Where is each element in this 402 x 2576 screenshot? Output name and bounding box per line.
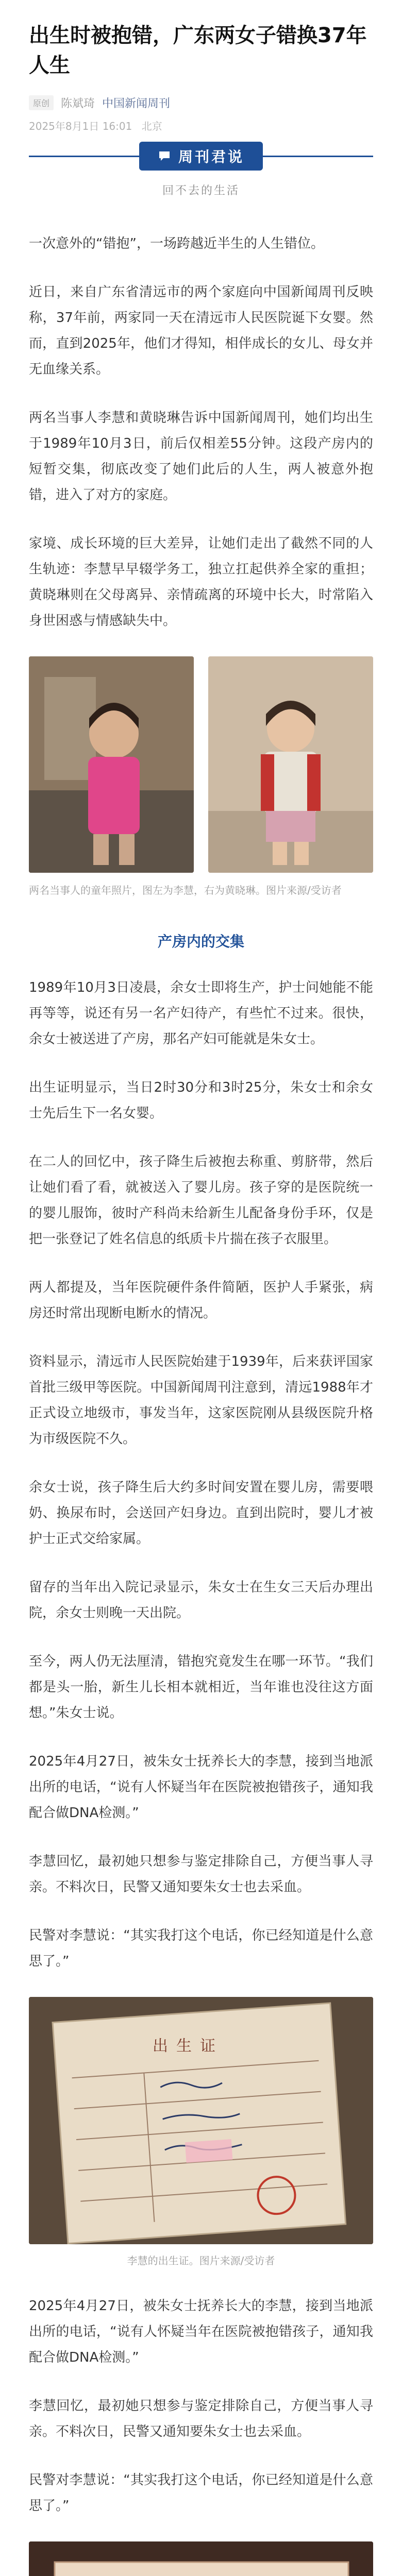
article-datetime: 2025年8月1日 16:01 xyxy=(29,120,132,132)
photo-li-hui xyxy=(29,656,194,873)
section-title: 产房内的交集 xyxy=(157,933,244,950)
article-title: 出生时被抱错，广东两女子错换37年人生 xyxy=(29,24,367,77)
birth-certificate-li-hui xyxy=(29,1997,373,2244)
original-badge: 原创 xyxy=(29,95,54,110)
paragraph: 出生证明显示，当日2时30分和3时25分，朱女士和余女士先后生下一名女婴。 xyxy=(29,1080,373,1121)
paragraph: 2025年4月27日，被朱女士抚养长大的李慧，接到当地派出所的电话，“说有人怀疑当年在医院被抱错孩子，通知我配合做DNA检测。” xyxy=(29,1754,373,1821)
account-link[interactable]: 中国新闻周刊 xyxy=(102,97,171,110)
speech-bubble-icon xyxy=(158,149,171,163)
child-photo-right-image xyxy=(208,656,373,873)
paragraph: 李慧回忆，最初她只想参与鉴定排除自己，方便当事人寻亲。不料次日，民警又通知要朱女士也去采血。 xyxy=(29,2398,373,2439)
photo-huang-xiaolin xyxy=(208,656,373,873)
photo-caption: 两名当事人的童年照片，图左为李慧，右为黄晓琳。图片来源/受访者 xyxy=(29,884,342,896)
paragraph: 留存的当年出入院记录显示，朱女士在生女三天后办理出院，余女士则晚一天出院。 xyxy=(29,1580,373,1621)
paragraph: 2025年4月27日，被朱女士抚养长大的李慧，接到当地派出所的电话，“说有人怀疑当年在医院被抱错孩子，通知我配合做DNA检测。” xyxy=(29,2298,373,2365)
brand-name: 周刊君说 xyxy=(178,148,244,165)
brand-tagline: 回不去的生活 xyxy=(162,184,240,197)
article-location: 北京 xyxy=(141,120,162,132)
paragraph: 一次意外的“错抱”，一场跨越近半生的人生错位。 xyxy=(29,236,324,251)
paragraph: 近日，来自广东省清远市的两个家庭向中国新闻周刊反映称，37年前，两家同一天在清远市人民医院诞下女婴。然而，直到2025年，他们才得知，相伴成长的女儿、母女并无血缘关系。 xyxy=(29,284,373,377)
article-datetime-row xyxy=(29,118,373,133)
certificate-caption: 李慧的出生证。图片来源/受访者 xyxy=(127,2255,275,2267)
child-photo-left-image xyxy=(29,656,194,873)
paragraph: 民警对李慧说：“其实我打这个电话，你已经知道是什么意思了。” xyxy=(29,1928,373,1969)
paragraph: 在二人的回忆中，孩子降生后被抱去称重、剪脐带，然后让她们看了看，就被送入了婴儿房。孩子穿的是医院统一的婴儿服饰，彼时产科尚未给新生儿配备身份手环，仅是把一张登记了姓名信息的纸质卡片揣在孩子衣服里。 xyxy=(29,1154,373,1247)
childhood-photos xyxy=(29,656,373,873)
paragraph: 1989年10月3日凌晨，余女士即将生产，护士问她能不能再等等，说还有另一名产妇待产，有些忙不过来。很快，余女士被送进了产房，那名产妇可能就是朱女士。 xyxy=(29,980,373,1047)
article-meta xyxy=(29,95,373,111)
certificate-heading: 出生证 xyxy=(153,2037,224,2055)
paragraph: 李慧回忆，最初她只想参与鉴定排除自己，方便当事人寻亲。不料次日，民警又通知要朱女士也去采血。 xyxy=(29,1854,373,1895)
birth-certificate-huang-xiaolin xyxy=(29,2541,373,2576)
paragraph: 两人都提及，当年医院硬件条件简陋，医护人手紧张，病房还时常出现断电断水的情况。 xyxy=(29,1280,373,1321)
paragraph: 资料显示，清远市人民医院始建于1939年，后来获评国家首批三级甲等医院。中国新闻周刊注意到，清远1988年才正式设立地级市，事发当年，这家医院刚从县级医院升格为市级医院不久。 xyxy=(29,1354,373,1447)
paragraph: 两名当事人李慧和黄晓琳告诉中国新闻周刊，她们均出生于1989年10月3日，前后仅相差55分钟。这段产房内的短暂交集，彻底改变了她们此后的人生，两人被意外抱错，进入了对方的家庭。 xyxy=(29,410,373,503)
brand-header xyxy=(29,148,373,198)
article-author: 陈斌琦 xyxy=(61,97,95,110)
birth-certificate-image xyxy=(29,2541,373,2576)
paragraph: 余女士说，孩子降生后大约多时间安置在婴儿房，需要喂奶、换尿布时，会送回产妇身边。直到出院时，婴儿才被护士正式交给家属。 xyxy=(29,1480,373,1547)
paragraph: 家境、成长环境的巨大差异，让她们走出了截然不同的人生轨迹：李慧早早辍学务工，独立扛起供养全家的重担；黄晓琳则在父母离异、亲情疏离的环境中长大，时常陷入身世困惑与情感缺失中。 xyxy=(29,536,373,629)
brand-banner xyxy=(139,142,263,171)
paragraph: 至今，两人仍无法厘清，错抱究竟发生在哪一环节。“我们都是头一胎，新生儿长相本就相近，当年谁也没往这方面想。”朱女士说。 xyxy=(29,1654,373,1721)
paragraph: 民警对李慧说：“其实我打这个电话，你已经知道是什么意思了。” xyxy=(29,2472,373,2514)
